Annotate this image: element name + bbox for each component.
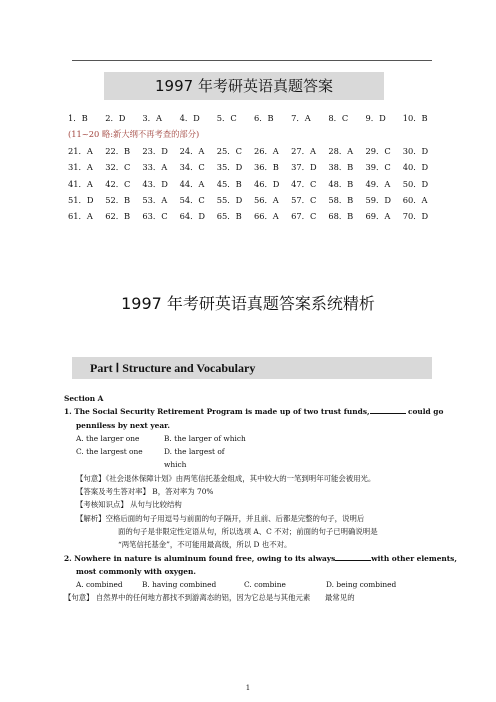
page-number: 1 [245,684,251,692]
answer-cell: 64．D [179,211,206,222]
knowledge-point: 【考核知识点】 从句与比较结构 [76,500,182,510]
answer-cell: 2．D [105,113,126,123]
answer-cell: 39．C [365,162,391,173]
answer-cell: 37．D [291,162,317,173]
answer-cell: 8．C [328,113,349,123]
page-title: 1997 年考研英语真题答案 [104,72,384,100]
answer-cell: 54．C [179,195,205,206]
answer-rate: 【答案及考生答对率】 B，答对率为 70% [76,487,214,497]
answer-cell: 49．A [365,178,391,189]
question-2-options-row [64,578,440,591]
answer-cell: 34．C [179,162,205,173]
answer-row [68,143,440,159]
answer-key [68,110,440,225]
answer-cell: 59．D [365,195,392,206]
sentence-meaning: 【句意】 自然界中的任何地方都找不到游离态的铝，因为它总是与其他元素 最常见的 [64,593,355,603]
sentence-meaning: 【句意】《社会退休保障计划》由两笔信托基金组成，其中较大的一笔到明年可能会被用光。 [76,473,376,483]
answer-cell: 26．A [253,145,279,156]
question-2 [64,552,457,565]
answer-row [68,176,440,192]
option-b: B. having combined [142,580,217,590]
option-c: C. the largest one [76,447,143,457]
answer-cell: 53．A [142,195,168,206]
answer-cell: 7．A [291,113,311,123]
answer-blank [370,405,406,414]
answer-cell: 23．D [142,145,168,156]
question-2-continued: most commonly with oxygen. [76,566,196,576]
question-1-continued: penniless by next year. [76,420,170,430]
answer-cell: 38．B [328,162,354,173]
answer-cell: 40．D [402,162,429,173]
question-1-text: 1. The Social Security Retirement Program is made up of two trust funds, [64,407,370,417]
answer-cell: 21．A [68,145,93,156]
answer-cell: 50．D [402,178,429,189]
question-1-options-row [64,445,440,472]
omitted-note: (11~20 略:新大纲不再考查的部分) [68,129,200,140]
answer-cell: 44．A [179,178,205,189]
answer-cell: 47．C [291,178,317,189]
option-c: C. combine [244,580,286,590]
section-label: Section A [64,394,104,403]
answer-cell: 61．A [68,211,93,222]
answer-cell: 31．A [68,162,93,173]
header-rule [72,60,432,61]
question-1-options-row [64,432,440,445]
option-a: A. combined [76,580,123,590]
option-b: B. the larger of which [164,433,246,443]
answer-cell: 52．B [105,195,131,206]
question-body [64,392,457,605]
answer-cell: 66．A [253,211,279,222]
answer-cell: 32．C [105,162,131,173]
analysis-line: 面的句子是非限定性定语从句，所以选项 A、C 不对；前面的句子已明确说明是 [118,526,378,536]
answer-cell: 6．B [253,113,274,123]
answer-cell: 29．C [365,145,391,156]
answer-cell: 35．D [216,162,243,173]
answer-cell: 36．B [253,162,279,173]
answer-cell: 46．D [253,178,280,189]
answer-cell: 70．D [402,211,429,222]
answer-cell: 67．C [291,211,317,222]
answer-row [68,159,440,175]
answer-cell: 5．C [216,113,237,123]
answer-cell: 69．A [365,211,391,222]
answer-cell: 57．C [291,195,317,206]
question-1 [64,405,444,418]
answer-cell: 63．C [142,211,168,222]
option-a: A. the larger one [76,433,140,443]
option-d: D. the largest of which [164,447,225,470]
answer-cell: 56．A [253,195,279,206]
answer-row [68,192,440,208]
option-d: D. being combined [326,580,397,590]
answer-cell: 27．A [291,145,316,156]
answer-cell: 65．B [216,211,242,222]
section-title: 1997 年考研英语真题答案系统精析 [121,294,375,313]
answer-cell: 22．B [105,145,131,156]
answer-cell: 30．D [402,145,429,156]
answer-cell: 1．B [68,113,88,123]
answer-cell: 3．A [142,113,162,123]
answer-cell: 58．B [328,195,354,206]
answer-cell: 45．B [216,178,242,189]
part-heading [72,357,432,379]
answer-row [68,110,440,126]
answer-cell: 41．A [68,178,93,189]
question-2-text-end: with other elements, [371,553,457,563]
answer-cell: 4．D [179,113,200,123]
question-1-text-end: could go [407,407,444,417]
answer-cell: 55．D [216,195,243,206]
answer-cell: 42．C [105,178,131,189]
answer-row [68,208,440,224]
answer-cell: 28．A [328,145,354,156]
analysis-line: “两笔信托基金”，不可能用最高级，所以 D 也不对。 [118,540,292,550]
answer-cell: 24．A [179,145,205,156]
answer-cell: 60．A [402,195,428,206]
answer-cell: 48．B [328,178,354,189]
analysis-line: 【解析】空格后面的句子用逗号与前面的句子隔开，并且前、后都是完整的句子，说明后 [76,513,365,523]
answer-cell: 51．D [68,195,94,206]
answer-cell: 43．D [142,178,168,189]
answer-cell: 68．B [328,211,354,222]
answer-cell: 33．A [142,162,168,173]
answer-cell: 9．D [365,113,386,123]
answer-cell: 62．B [105,211,131,222]
part-heading-label: Part Ⅰ Structure and Vocabulary [90,361,256,375]
answer-cell: 25．C [216,145,242,156]
answer-cell: 10．B [402,113,428,123]
answer-blank [335,552,371,561]
question-2-text: 2. Nowhere in nature is aluminum found free, owing to its always [64,553,336,563]
